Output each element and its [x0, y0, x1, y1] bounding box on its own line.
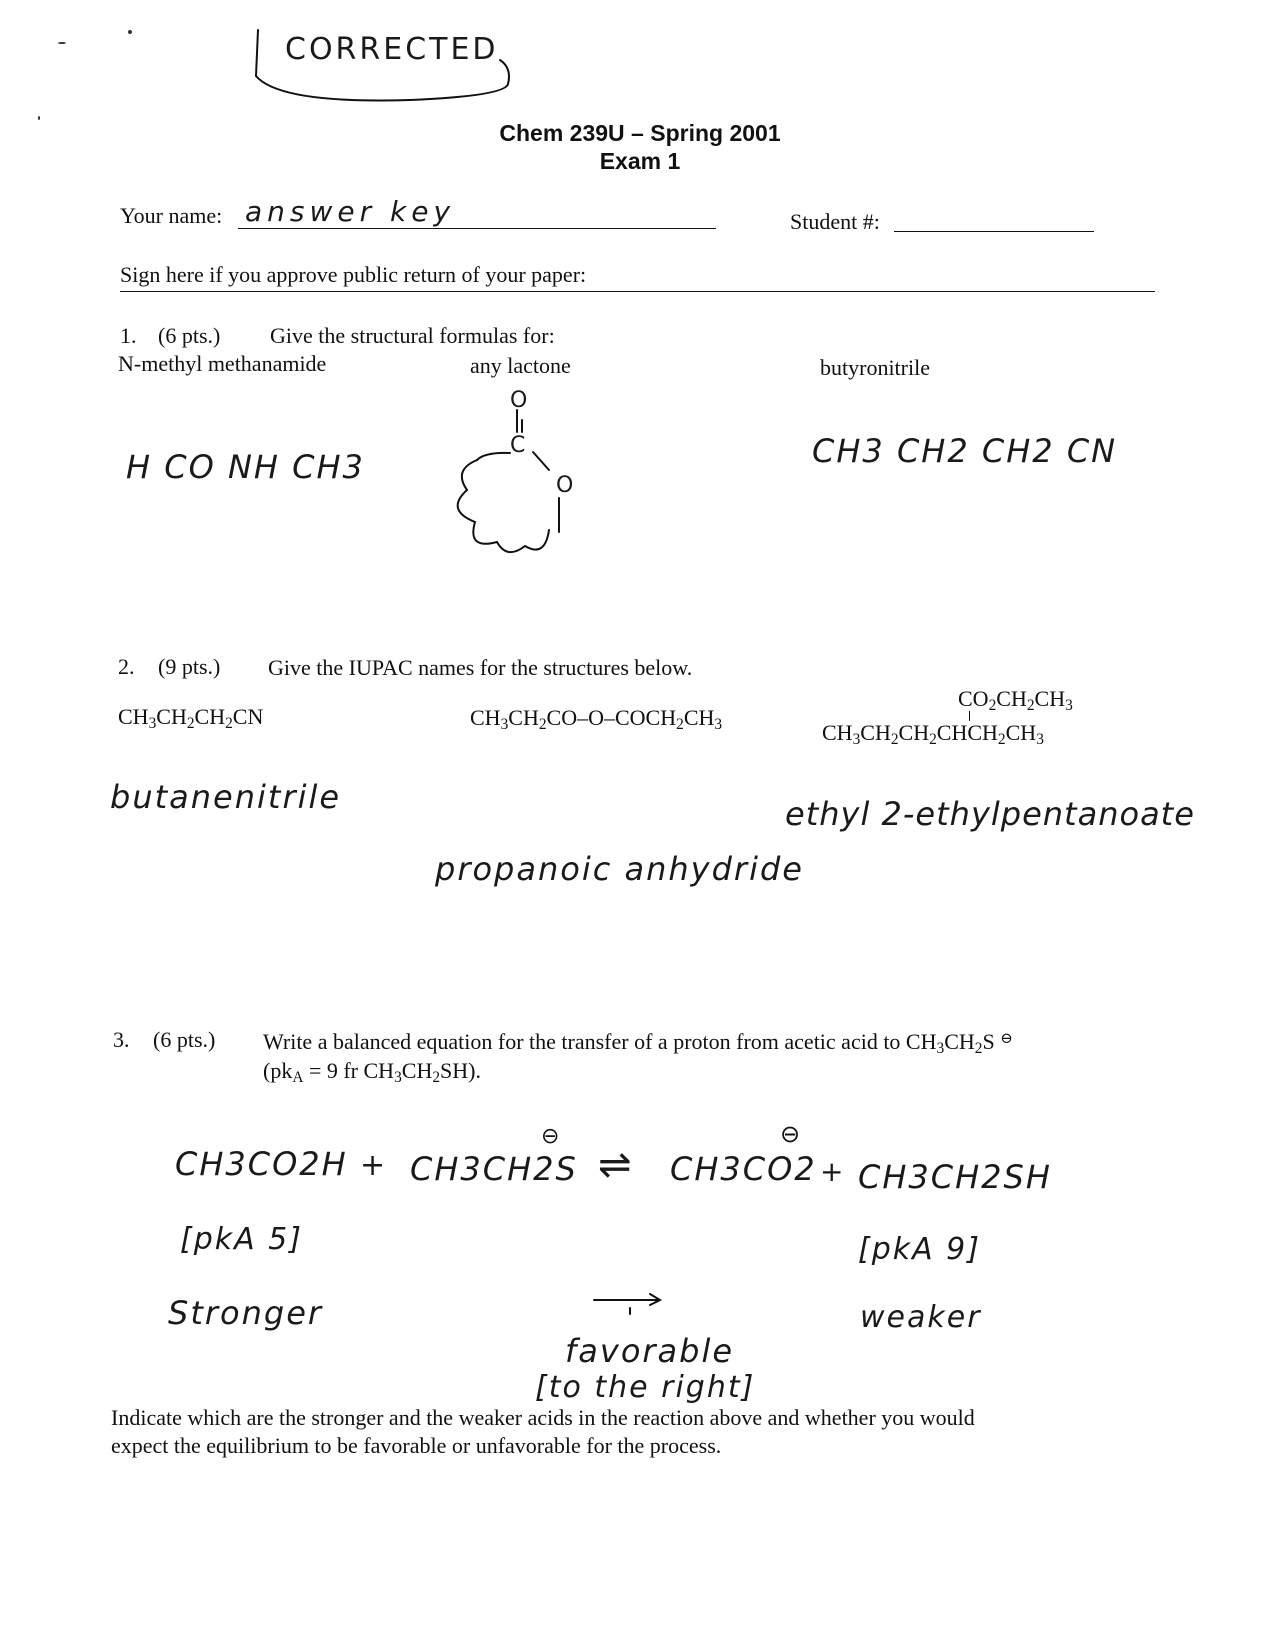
- q2-structure-3-main: $CH_3CH_2CH_2CHCH_2CH_3$: [822, 720, 1044, 748]
- scan-speck: [38, 116, 40, 120]
- q1-answer-methanamide: H CO NH CH3: [126, 448, 365, 486]
- eq-reactant-ethanethiolate: CH3CH2S: [410, 1150, 578, 1188]
- q1-label-butyronitrile: butyronitrile: [820, 355, 930, 380]
- student-number-field-line: [894, 231, 1094, 232]
- q2-prompt: Give the IUPAC names for the structures below.: [268, 655, 693, 680]
- eq-reactant-charge-icon: ⊖: [541, 1124, 560, 1149]
- q3-instruction-line1: Indicate which are the stronger and the weaker acids in the reaction above and whether you would: [111, 1405, 975, 1430]
- q2-answer-2: propanoic anhydride: [435, 850, 804, 888]
- q1-label-lactone: any lactone: [470, 353, 571, 378]
- name-value: answer key: [245, 195, 456, 228]
- q2-structure-2: $CH_3CH_2CO-O-COCH_2CH_3$: [470, 705, 723, 733]
- q2-answer-3: ethyl 2-ethylpentanoate: [785, 795, 1195, 833]
- exam-title: Exam 1: [599, 148, 681, 174]
- q2-structure-3-branch: $CO_2CH_2CH_3$: [958, 686, 1073, 714]
- eq-product-acetate: CH3CO2: [670, 1150, 817, 1188]
- direction-arrow-icon: [590, 1292, 670, 1322]
- course-title: Chem 239U – Spring 2001: [499, 120, 781, 146]
- eq-product-ethanethiol: CH3CH2SH: [858, 1158, 1052, 1196]
- eq-equilibrium-arrow: ⇌: [598, 1142, 634, 1188]
- corrected-stamp-text: CORRECTED: [285, 32, 499, 67]
- eq-plus-2: +: [820, 1155, 846, 1188]
- lactone-ring-drawing: [445, 410, 595, 580]
- q1-points: (6 pts.): [158, 323, 221, 348]
- eq-reactant-acetic-acid: CH3CO2H: [175, 1145, 348, 1183]
- q1-prompt: Give the structural formulas for:: [270, 323, 555, 348]
- q2-points: (9 pts.): [158, 654, 221, 679]
- q3-prompt-line2: ($pk_A = 9$ fr $CH_3CH_2SH$).: [263, 1058, 481, 1086]
- q3-number: 3.: [113, 1027, 130, 1052]
- sign-field-line: [120, 291, 1155, 292]
- scan-speck: [128, 30, 132, 34]
- q3-prompt-line1: Write a balanced equation for the transfer of a proton from acetic acid to $CH_3CH_2S$ ⊖: [263, 1029, 1013, 1057]
- eq-product-charge-icon: ⊖: [780, 1120, 801, 1148]
- scan-speck: [58, 42, 66, 44]
- student-number-label: Student #:: [790, 209, 880, 234]
- q2-structure-1: $CH_3CH_2CH_2CN$: [118, 704, 264, 732]
- sign-label: Sign here if you approve public return of your paper:: [120, 262, 587, 287]
- favorable-label: favorable: [565, 1332, 735, 1370]
- q2-number: 2.: [118, 654, 135, 679]
- name-label: Your name:: [120, 203, 223, 228]
- name-field-line: [238, 228, 716, 229]
- lactone-carbon: C: [510, 433, 528, 458]
- q1-label-n-methyl-methanamide: N-methyl methanamide: [118, 351, 327, 376]
- label-stronger: Stronger: [168, 1294, 324, 1332]
- q2-answer-1: butanenitrile: [110, 778, 342, 816]
- favorable-direction-label: [to the right]: [535, 1370, 756, 1405]
- eq-plus-1: +: [360, 1148, 388, 1183]
- q3-points: (6 pts.): [153, 1027, 216, 1052]
- pka-left: [pkA 5]: [180, 1222, 303, 1257]
- q1-answer-butyronitrile: CH3 CH2 CH2 CN: [812, 432, 1118, 470]
- label-weaker: weaker: [860, 1300, 982, 1335]
- q1-number: 1.: [120, 323, 137, 348]
- q3-instruction-line2: expect the equilibrium to be favorable or unfavorable for the process.: [111, 1433, 722, 1458]
- lactone-carbonyl-oxygen: O: [510, 388, 530, 413]
- pka-right: [pkA 9]: [858, 1232, 981, 1267]
- lactone-ring-oxygen: O: [556, 473, 576, 498]
